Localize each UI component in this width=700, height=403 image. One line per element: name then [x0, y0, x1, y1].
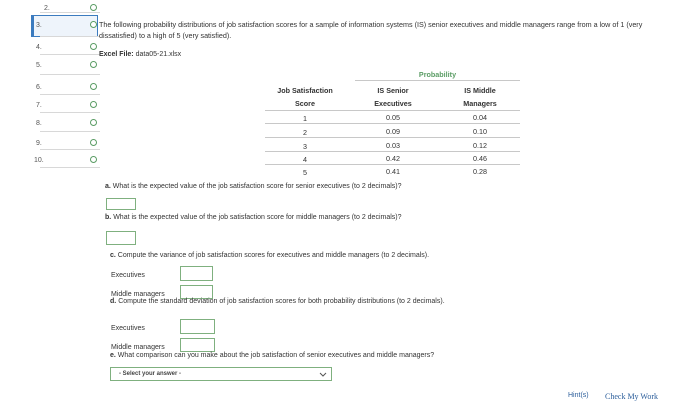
part-d-label: d.: [110, 298, 117, 305]
exec-cell: 0.41: [386, 167, 400, 176]
excel-file-link[interactable]: data05-21.xlsx: [135, 51, 182, 58]
col-score-header-1: Job Satisfaction: [277, 86, 333, 95]
score-cell: 1: [303, 114, 307, 123]
mgr-cell: 0.28: [473, 167, 487, 176]
score-cell: 4: [303, 155, 307, 164]
col-mgr-header-2: Managers: [463, 99, 497, 108]
divider: [40, 149, 100, 150]
score-cell: 5: [303, 168, 307, 177]
divider: [40, 131, 100, 132]
probability-header: Probability: [418, 70, 457, 79]
exec-cell: 0.42: [386, 154, 400, 163]
part-c-prompt: [110, 252, 429, 259]
col-exec-header-1: IS Senior: [377, 86, 409, 95]
part-a-text: What is the expected value of the job satisfaction score for senior executives (to 2 decimals)?: [112, 183, 402, 190]
check-my-work-button[interactable]: Check My Work: [605, 392, 658, 401]
nav-number: 3.: [36, 22, 42, 29]
status-circle-icon: [90, 4, 97, 11]
exec-cell: 0.05: [386, 113, 400, 122]
nav-item-5[interactable]: [36, 57, 96, 79]
part-b-prompt: [105, 214, 402, 221]
nav-number: 10.: [34, 157, 44, 164]
question-text: The following probability distributions of job satisfaction scores for a sample of information systems (IS) senior executives and middle managers range from a low of 1 (very dissatisfied) to a high of 5 (very satisfied).: [99, 20, 643, 40]
part-c-mgr-input[interactable]: [180, 285, 213, 299]
exec-cell: 0.09: [386, 127, 400, 136]
excel-file-line: [99, 51, 181, 58]
divider: [40, 167, 100, 168]
divider: [40, 12, 100, 13]
part-b-text: What is the expected value of the job satisfaction score for middle managers (to 2 decimals)?: [113, 214, 402, 221]
status-circle-icon: [90, 139, 97, 146]
col-score-header-2: Score: [295, 99, 315, 108]
status-circle-icon: [90, 101, 97, 108]
mgr-cell: 0.12: [473, 141, 487, 150]
score-cell: 2: [303, 128, 307, 137]
part-c-text: Compute the variance of job satisfaction scores for executives and middle managers (to 2 decimals).: [117, 252, 430, 259]
header-rule: [355, 80, 520, 81]
comparison-select[interactable]: [110, 367, 332, 381]
status-circle-icon: [90, 61, 97, 68]
mgr-cell: 0.04: [473, 113, 487, 122]
nav-number: 2.: [44, 5, 50, 12]
hints-link[interactable]: Hint(s): [568, 392, 589, 399]
part-b-answer-input[interactable]: [106, 231, 136, 245]
part-d-mgr-input[interactable]: [180, 338, 215, 352]
part-d-mgr-label: Middle managers: [111, 344, 165, 351]
exec-cell: 0.03: [386, 141, 400, 150]
mgr-cell: 0.10: [473, 127, 487, 136]
part-d-text: Compute the standard deviation of job satisfaction scores for both probability distributions (to 2 decimals).: [118, 298, 445, 305]
nav-number: 4.: [36, 44, 42, 51]
divider: [40, 94, 100, 95]
nav-number: 6.: [36, 84, 42, 91]
header-rule: [265, 110, 520, 111]
status-circle-icon: [90, 83, 97, 90]
part-e-text: What comparison can you make about the job satisfaction of senior executives and middle managers?: [117, 352, 435, 359]
divider: [40, 54, 100, 55]
divider: [40, 112, 100, 113]
status-circle-icon: [90, 43, 97, 50]
part-c-mgr-label: Middle managers: [111, 291, 165, 298]
row-rule: [265, 137, 520, 138]
col-mgr-header-1: IS Middle: [464, 86, 496, 95]
part-e-label: e.: [110, 352, 116, 359]
part-c-label: c.: [110, 252, 116, 259]
col-exec-header-2: Executives: [374, 99, 412, 108]
part-d-prompt: [110, 298, 445, 305]
part-d-exec-label: Executives: [111, 325, 145, 332]
row-rule: [265, 123, 520, 124]
part-b-label: b.: [105, 214, 112, 221]
part-c-exec-input[interactable]: [180, 266, 213, 281]
score-cell: 3: [303, 142, 307, 151]
part-d-exec-input[interactable]: [180, 319, 215, 334]
row-rule: [265, 164, 520, 165]
comparison-select-value: - Select your answer -: [119, 371, 182, 377]
nav-number: 5.: [36, 62, 42, 69]
part-a-answer-input[interactable]: [106, 198, 136, 210]
excel-file-label: Excel File:: [99, 51, 134, 58]
part-a-prompt: [105, 183, 402, 190]
status-circle-icon: [90, 119, 97, 126]
nav-number: 9.: [36, 140, 42, 147]
nav-item-8[interactable]: [36, 115, 96, 137]
chevron-down-icon: [319, 372, 327, 378]
divider: [40, 36, 100, 37]
part-a-label: a.: [105, 183, 111, 190]
nav-number: 7.: [36, 102, 42, 109]
part-c-exec-label: Executives: [111, 272, 145, 279]
part-e-prompt: [110, 352, 434, 359]
status-circle-icon: [90, 21, 97, 28]
row-rule: [265, 151, 520, 152]
question-navigation: [0, 0, 100, 403]
nav-item-10[interactable]: [36, 152, 96, 174]
divider: [40, 74, 100, 75]
mgr-cell: 0.46: [473, 154, 487, 163]
status-circle-icon: [90, 156, 97, 163]
nav-number: 8.: [36, 120, 42, 127]
